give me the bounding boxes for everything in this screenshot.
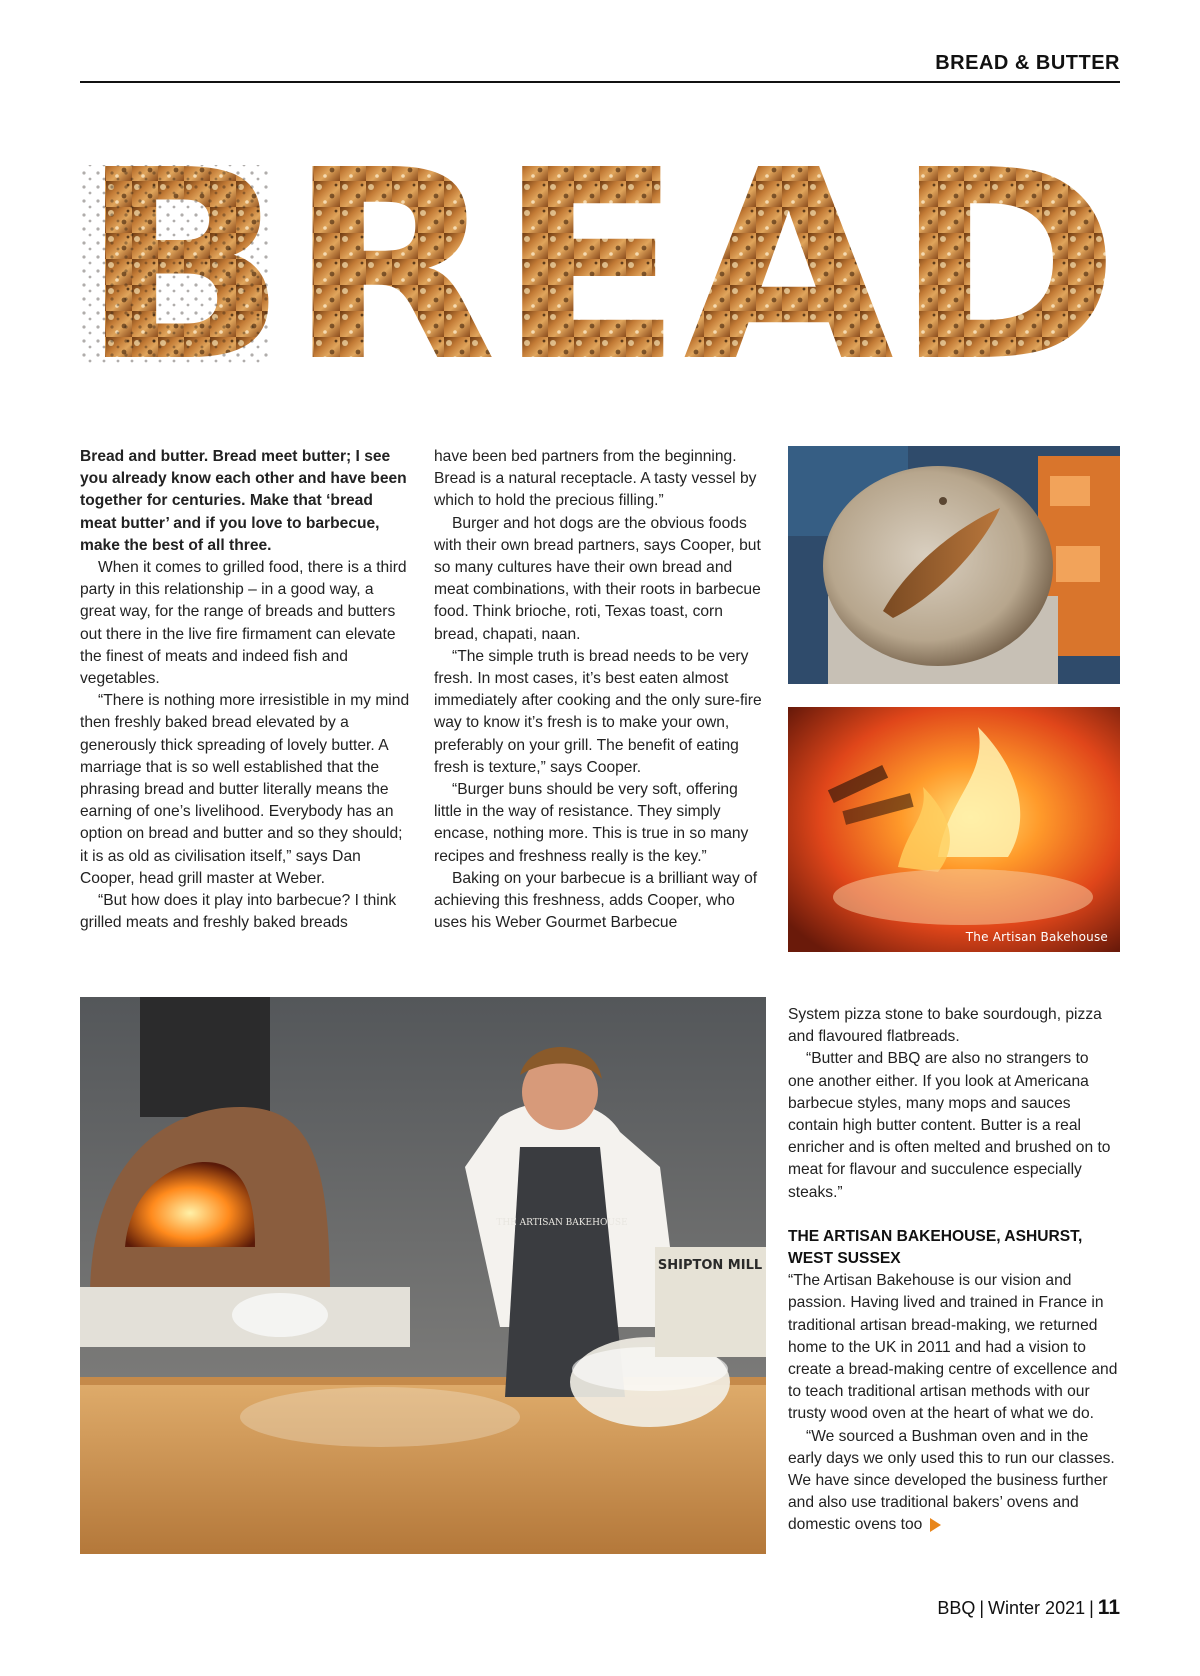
section-title: BREAD & BUTTER (935, 52, 1120, 74)
bread-hero-title (80, 155, 1120, 375)
paragraph: “But how does it play into barbecue? I think grilled meats and freshly baked breads (80, 892, 397, 932)
continue-arrow-icon (930, 1518, 941, 1532)
paragraph: “Burger buns should be very soft, offering little in the way of resistance. They simply encase, nothing more. This is true in so many recipes and freshness really is the key.” (434, 781, 749, 865)
paragraph: When it comes to grilled food, there is a third party in this relationship – in a good way, a great way, for the range of breads and butters out there in the live fire firmament can elevate the finest of meats and indeed fish and vegetables. (80, 559, 407, 688)
flour-sack-text: SHIPTON MILL (657, 1258, 763, 1273)
paragraph: Burger and hot dogs are the obvious foods with their own bread partners, says Cooper, but so many cultures have their own bread and meat combinations, with their roots in barbecue food. Think brioche, roti, Texas toast, corn bread, chapati, naan. (434, 514, 761, 643)
standfirst: Bread and butter. Bread meet butter; I see you already know each other and have been together for centuries. Make that ‘bread meat butter’ and if you love to barbecue, make the best of all three. (80, 448, 407, 554)
paragraph-continued (788, 1426, 1118, 1537)
magazine-name: BBQ (937, 1598, 976, 1618)
paragraph: have been bed partners from the beginning. Bread is a natural receptacle. A tasty vessel by which to hold the precious filling.” (434, 448, 757, 510)
paragraph: “Butter and BBQ are also no strangers to one another either. If you look at Americana barbecue styles, many mops and sauces contain high butter content. Butter is a real enricher and is often melted and brushed on to meat for flavour and succulence especially steaks.” (788, 1050, 1111, 1201)
wood-fired-oven-photo (788, 707, 1120, 952)
photo-caption: The Artisan Bakehouse (965, 930, 1108, 944)
paragraph-text: “We sourced a Bushman oven and in the early days we only used this to run our classes. We have since developed the business further and also use traditional bakers’ ovens and domestic ovens too (788, 1427, 1115, 1534)
apron-logo-text: THE ARTISAN BAKEHOUSE (496, 1218, 628, 1228)
sourdough-loaf-photo (788, 446, 1120, 684)
paragraph: System pizza stone to bake sourdough, pizza and flavoured flatbreads. (788, 1006, 1102, 1046)
section-subhead: THE ARTISAN BAKEHOUSE, ASHURST, WEST SUSSEX (788, 1227, 1083, 1268)
paragraph: “There is nothing more irresistible in my mind then freshly baked bread elevated by a generously thick spreading of lovely butter. A marriage that is so well established that the phrasing bread and butter literally means the earning of one’s livelihood. Everybody has an option on bread and butter and so they should; it is as old as civilisation itself,” says Dan Cooper, head grill master at Weber. (80, 692, 410, 887)
article-column-3 (788, 1004, 1118, 1537)
page-number: 11 (1097, 1596, 1120, 1619)
page-footer: BBQ | Winter 2021 | 11 (937, 1596, 1120, 1619)
paragraph: Baking on your barbecue is a brilliant way of achieving this freshness, adds Cooper, who uses his Weber Gourmet Barbecue (434, 869, 758, 932)
header-rule (80, 81, 1120, 83)
hero-letters: BREAD (80, 155, 1120, 375)
article-column-2 (434, 446, 764, 934)
paragraph: “The Artisan Bakehouse is our vision and passion. Having lived and trained in France in traditional artisan bread-making, we returned home to the UK in 2011 and had a vision to create a bread-making centre of excellence and to teach traditional artisan methods with our trusty wood oven at the heart of what we do. (788, 1272, 1118, 1423)
paragraph: “The simple truth is bread needs to be very fresh. In most cases, it’s best eaten almost immediately after cooking and the only sure-fire way to know it’s fresh is to make your own, preferably on your grill. The benefit of eating fresh is texture,” says Cooper. (434, 647, 762, 776)
issue-date: Winter 2021 (988, 1598, 1086, 1618)
baker-kitchen-photo (80, 997, 766, 1554)
article-column-1 (80, 446, 410, 934)
